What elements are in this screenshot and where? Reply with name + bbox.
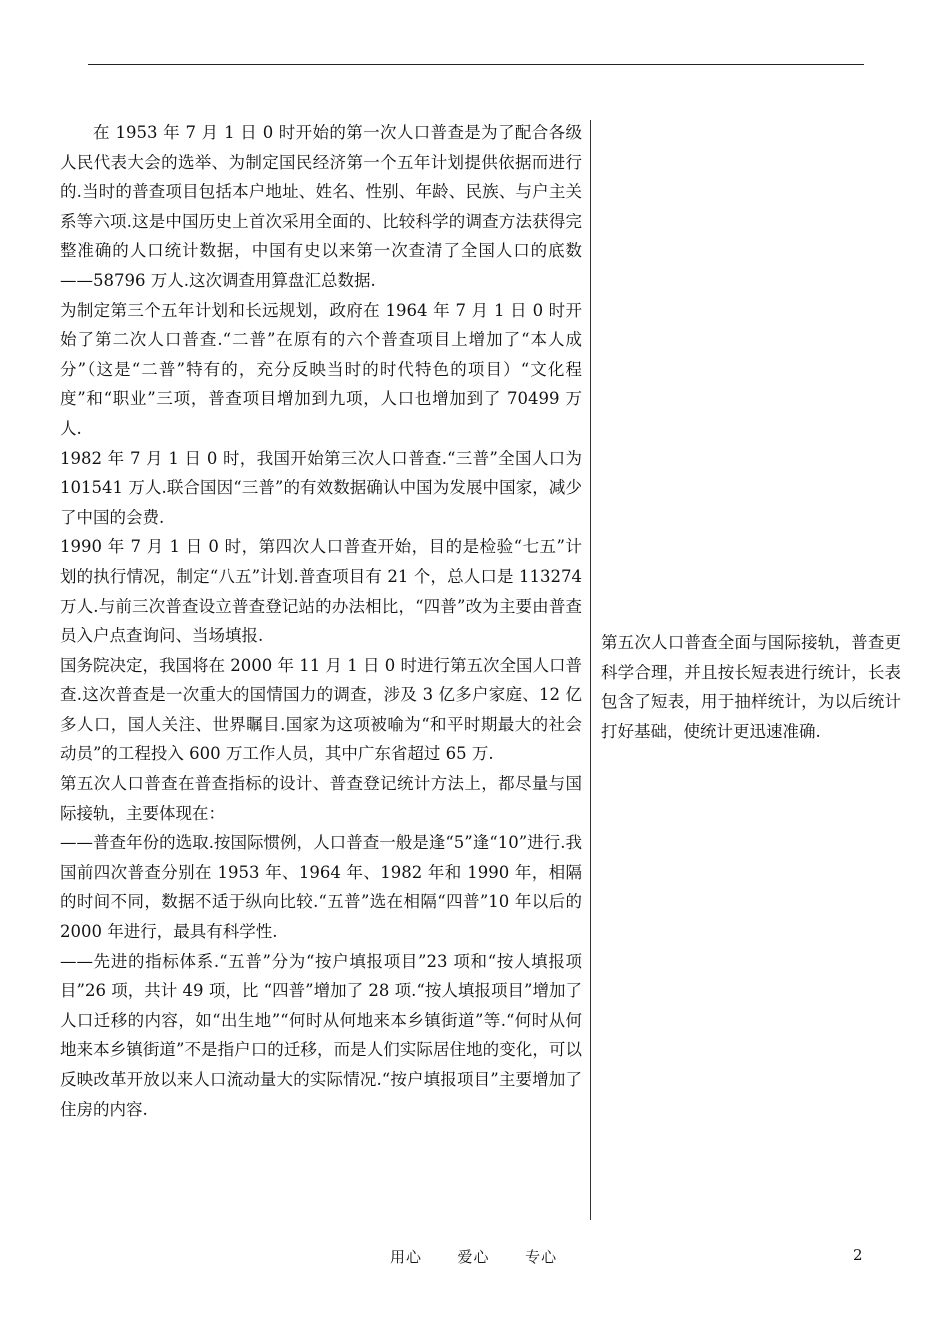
page-number: 2	[853, 1246, 863, 1264]
side-note: 第五次人口普查全面与国际接轨，普查更科学合理，并且按长短表进行统计，长表包含了短表，用于抽样统计，为以后统计打好基础，使统计更迅速准确.	[601, 633, 901, 741]
paragraph-fifth-census-announcement: 国务院决定，我国将在 2000 年 11 月 1 日 0 时进行第五次全国人口普查.这次普查是一次重大的国情国力的调查，涉及 3 亿多户家庭、12 亿多人口，国人关注、世界瞩目.国家为这项被喻为“和平时期最大的社会动员”的工程投入 600 万工作人员，其中广东省超过 65 万.	[60, 655, 582, 764]
paragraph-second-census: 为制定第三个五年计划和长远规划，政府在 1964 年 7 月 1 日 0 时开始了第二次人口普查.“二普”在原有的六个普查项目上增加了“本人成分”（这是“二普”特有的，充分反映当时的时代特色的项目）“文化程度”和“职业”三项，普查项目增加到九项，人口也增加到了 70499 万人.	[60, 300, 582, 438]
header-rule	[88, 64, 864, 65]
paragraph-indicator-system: ——先进的指标体系.“五普”分为“按户填报项目”23 项和“按人填报项目”26 项，共计 49 项，比 “四普”增加了 28 项.“按人填报项目”增加了人口迁移的内容，如“出生地”“何时从何地来本乡镇街道”等.“何时从何地来本乡镇街道”不是指户口的迁移，而是人们实际居住地的变化，可以反映改革开放以来人口流动量大的实际情况.“按户填报项目”主要增加了住房的内容.	[60, 951, 582, 1119]
paragraph-first-census: 在 1953 年 7 月 1 日 0 时开始的第一次人口普查是为了配合各级人民代表大会的选举、为制定国民经济第一个五年计划提供依据而进行的.当时的普查项目包括本户地址、姓名、性别、年龄、民族、与户主关系等六项.这是中国历史上首次采用全面的、比较科学的调查方法获得完整准确的人口统计数据，中国有史以来第一次查清了全国人口的底数——58796 万人.这次调查用算盘汇总数据.	[60, 123, 582, 290]
main-text-column	[60, 118, 582, 1124]
paragraph-third-census: 1982 年 7 月 1 日 0 时，我国开始第三次人口普查.“三普”全国人口为 101541 万人.联合国因“三普”的有效数据确认中国为发展中国家，减少了中国的会费.	[60, 448, 582, 527]
side-note-column	[601, 628, 901, 746]
footer-motto: 用心 爱心 专心	[390, 1248, 558, 1266]
column-divider	[590, 120, 591, 1220]
paragraph-fifth-census-intro: 第五次人口普查在普查指标的设计、普查登记统计方法上，都尽量与国际接轨，主要体现在：	[60, 774, 582, 823]
paragraph-fourth-census: 1990 年 7 月 1 日 0 时，第四次人口普查开始，目的是检验“七五”计划的执行情况，制定“八五”计划.普查项目有 21 个，总人口是 113274 万人.与前三次普查设立普查登记站的办法相比，“四普”改为主要由普查员入户点查询问、当场填报.	[60, 537, 582, 646]
paragraph-census-year-selection: ——普查年份的选取.按国际惯例，人口普查一般是逢“5”逢“10”进行.我国前四次普查分别在 1953 年、1964 年、1982 年和 1990 年，相隔的时间不同，数据不适于纵向比较.“五普”选在相隔“四普”10 年以后的 2000 年进行，最具有科学性.	[60, 833, 582, 942]
